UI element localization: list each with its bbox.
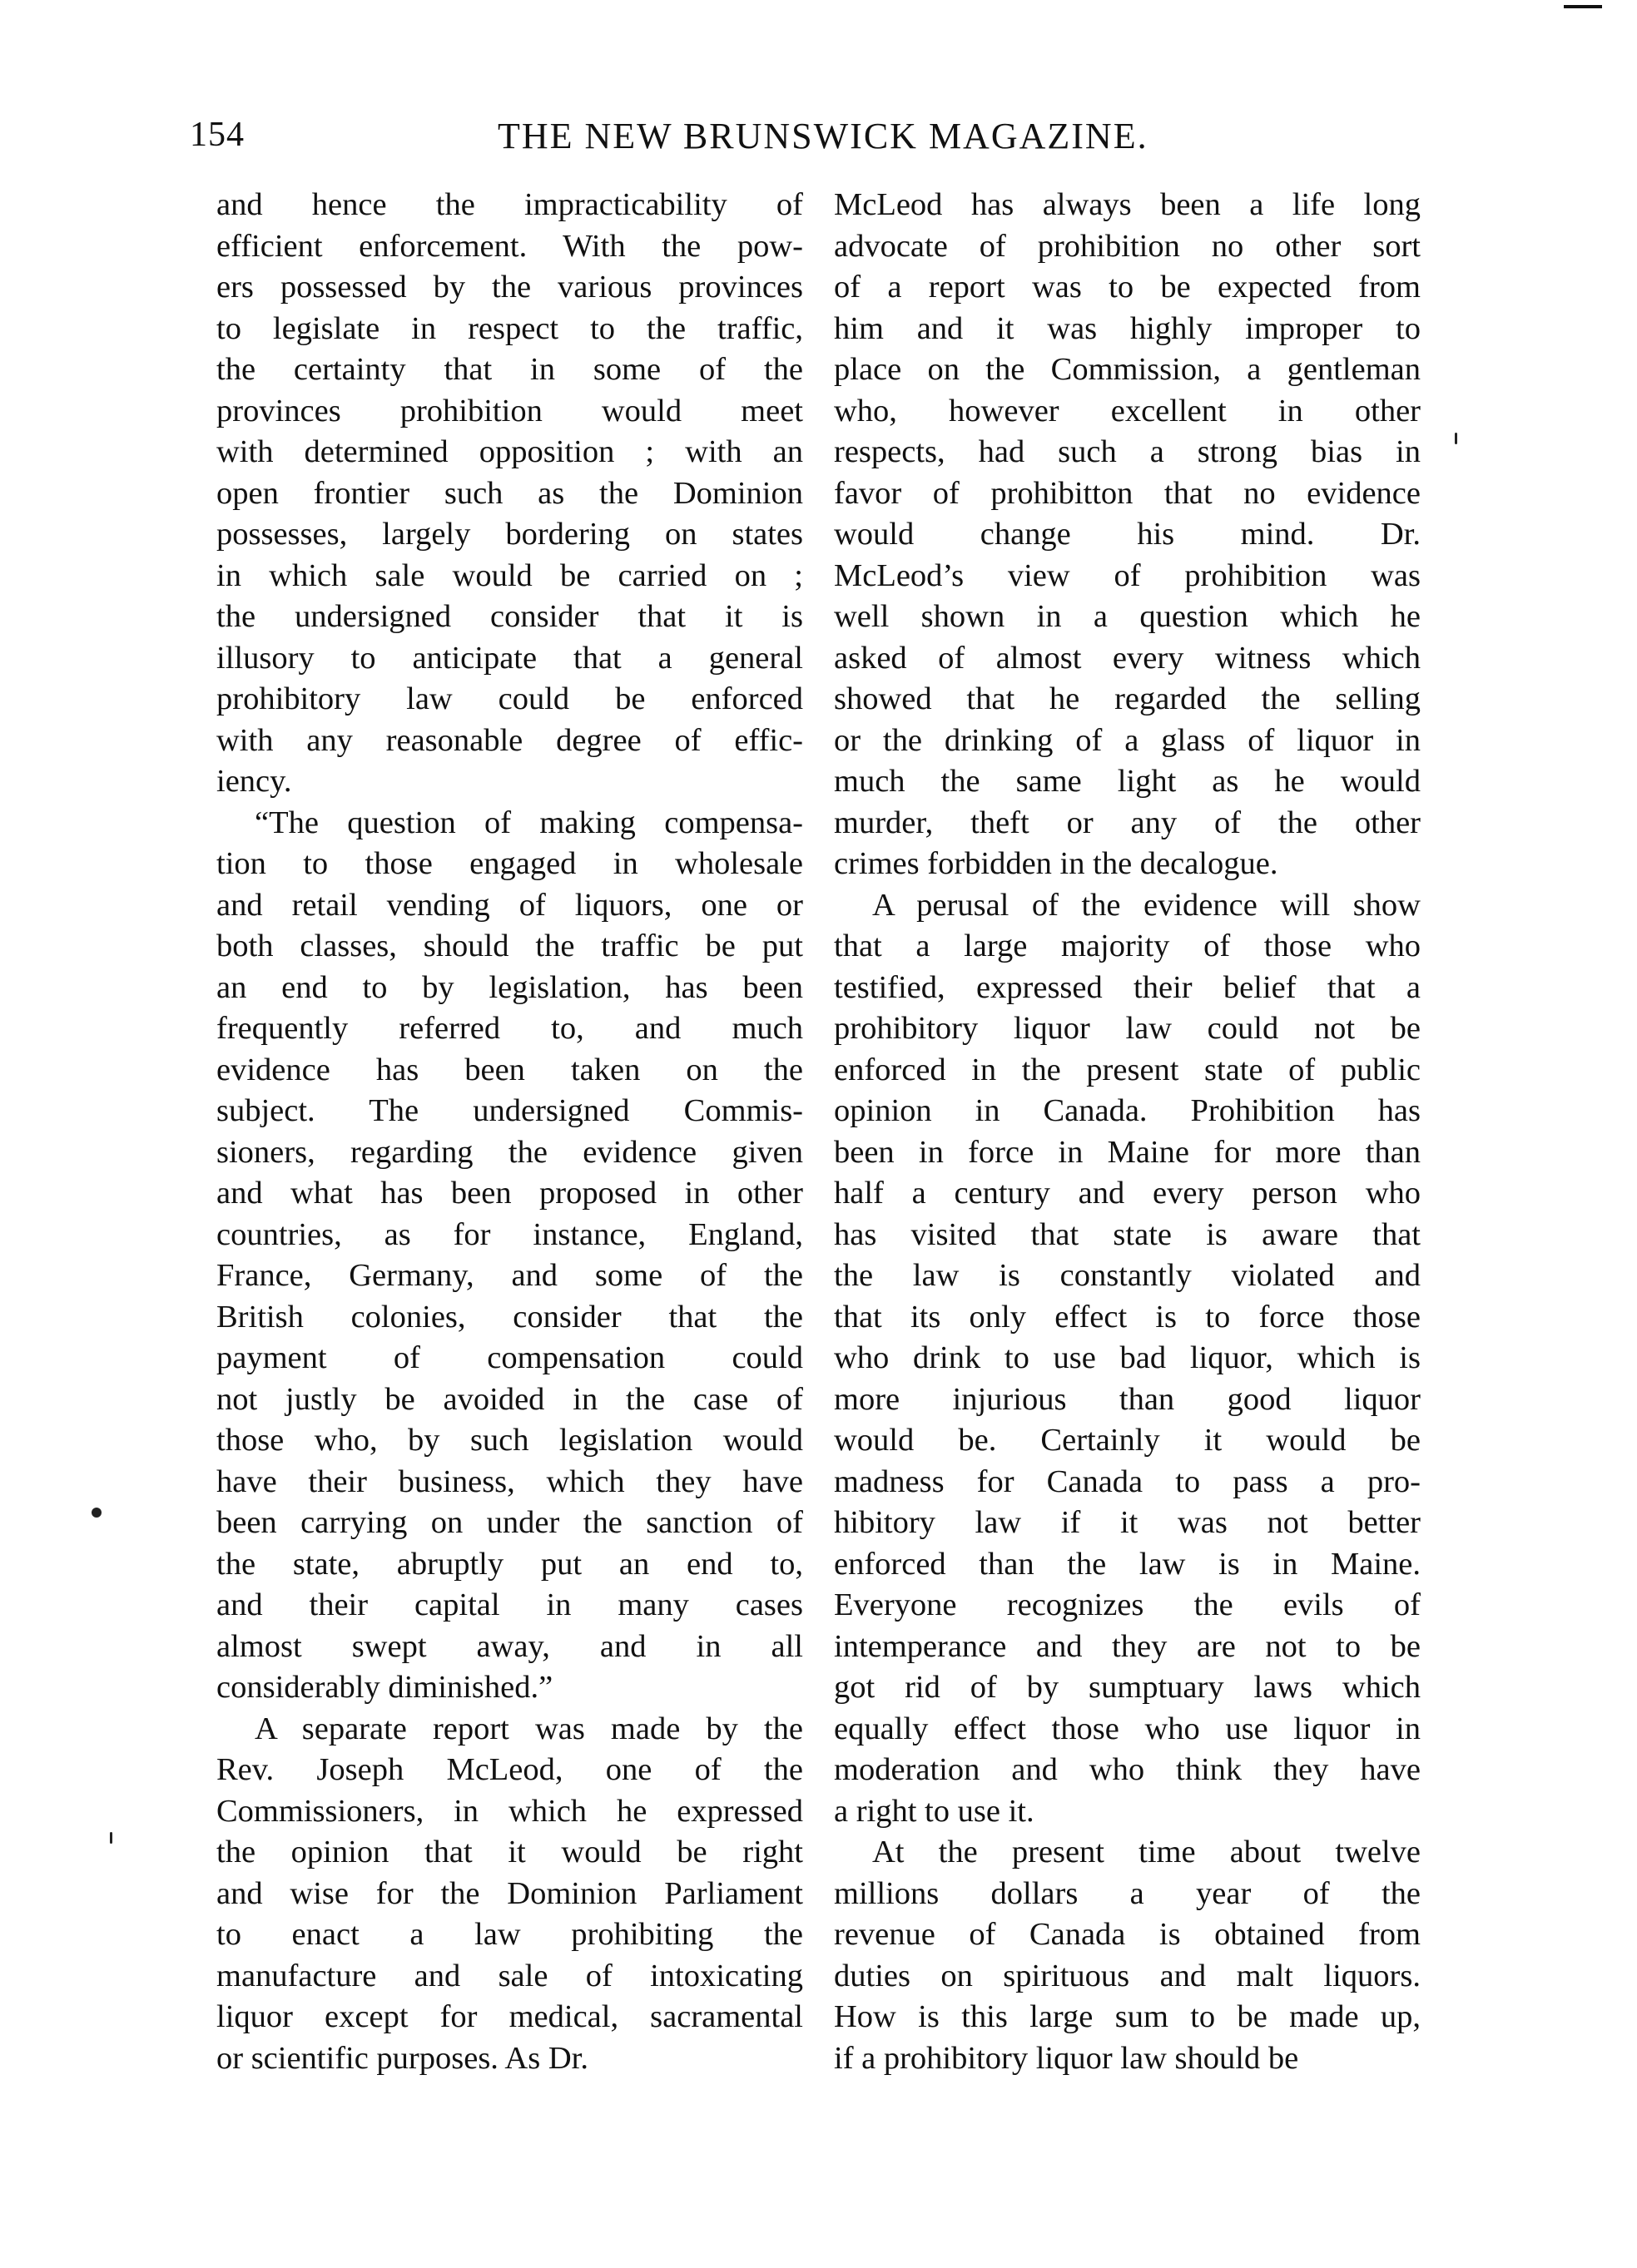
text-line: ers possessed by the various provinces [216, 270, 803, 305]
text-line: iency. [216, 764, 292, 799]
page-number: 154 [190, 116, 245, 154]
scan-mark [1564, 5, 1602, 8]
text-line: and retail vending of liquors, one or [216, 887, 803, 923]
text-line: “The question of making compensa- [255, 805, 803, 840]
text-line: almost swept away, and in all [216, 1628, 803, 1664]
text-line: manufacture and sale of intoxicating [216, 1958, 803, 1993]
text-line: who drink to use bad liquor, which is [834, 1340, 1421, 1375]
text-line: both classes, should the traffic be put [216, 928, 803, 963]
text-line: been in force in Maine for more than [834, 1134, 1421, 1170]
text-line: A separate report was made by the [255, 1711, 803, 1746]
text-line: intemperance and they are not to be [834, 1628, 1421, 1664]
text-line: duties on spirituous and malt liquors. [834, 1958, 1421, 1993]
text-line: possesses, largely bordering on states [216, 517, 803, 552]
text-line: open frontier such as the Dominion [216, 475, 803, 511]
text-line: half a century and every person who [834, 1176, 1421, 1211]
text-line: would change his mind. Dr. [834, 517, 1421, 552]
text-line: At the present time about twelve [872, 1835, 1421, 1869]
text-line: well shown in a question which he [834, 599, 1421, 634]
text-line: equally effect those who use liquor in [834, 1711, 1421, 1746]
text-line: those who, by such legislation would [216, 1423, 803, 1458]
text-line: him and it was highly improper to [834, 310, 1421, 346]
text-line: British colonies, consider that the [216, 1299, 803, 1335]
text-line: opinion in Canada. Prohibition has [834, 1093, 1421, 1128]
ink-speck [1455, 433, 1457, 444]
text-line: the certainty that in some of the [216, 352, 803, 387]
text-line: Everyone recognizes the evils of [834, 1587, 1421, 1622]
text-line: got rid of by sumptuary laws which [834, 1670, 1421, 1705]
text-line: prohibitory liquor law could not be [834, 1011, 1421, 1046]
text-line: showed that he regarded the selling [834, 681, 1421, 716]
text-line: enforced than the law is in Maine. [834, 1546, 1421, 1582]
text-line: subject. The undersigned Commis- [216, 1093, 803, 1128]
text-line: if a prohibitory liquor law should be [834, 2040, 1299, 2076]
text-line: France, Germany, and some of the [216, 1258, 803, 1293]
text-line: advocate of prohibition no other sort [834, 228, 1421, 264]
text-line: favor of prohibitton that no evidence [834, 475, 1421, 511]
text-line: murder, theft or any of the other [834, 805, 1421, 840]
text-line: in which sale would be carried on ; [216, 557, 803, 593]
text-line: considerably diminished.” [216, 1670, 553, 1705]
text-line: madness for Canada to pass a pro- [834, 1463, 1421, 1499]
text-line: the law is constantly violated and [834, 1258, 1421, 1293]
text-line: payment of compensation could [216, 1340, 803, 1375]
text-line: crimes forbidden in the decalogue. [834, 846, 1278, 881]
text-line: much the same light as he would [834, 764, 1421, 799]
text-line: an end to by legislation, has been [216, 969, 803, 1005]
text-line: place on the Commission, a gentleman [834, 352, 1421, 387]
text-line: hibitory law if it was not better [834, 1505, 1421, 1540]
text-line: the opinion that it would be right [216, 1835, 803, 1869]
text-line: a right to use it. [834, 1793, 1034, 1829]
text-line: would be. Certainly it would be [834, 1423, 1421, 1458]
text-line: evidence has been taken on the [216, 1052, 803, 1087]
text-line: testified, expressed their belief that a [834, 969, 1421, 1005]
text-line: enforced in the present state of public [834, 1052, 1421, 1087]
running-title: THE NEW BRUNSWICK MAGAZINE. [498, 116, 1148, 156]
text-line: sioners, regarding the evidence given [216, 1134, 803, 1170]
text-line: and what has been proposed in other [216, 1176, 803, 1211]
text-line: to legislate in respect to the traffic, [216, 310, 803, 346]
text-line: that its only effect is to force those [834, 1299, 1421, 1335]
text-line: has visited that state is aware that [834, 1216, 1421, 1252]
text-line: or the drinking of a glass of liquor in [834, 722, 1421, 758]
text-line: How is this large sum to be made up, [834, 1999, 1421, 2034]
text-line: that a large majority of those who [834, 928, 1421, 963]
left-column [216, 185, 803, 2079]
text-line: provinces prohibition would meet [216, 393, 803, 428]
text-line: not justly be avoided in the case of [216, 1381, 803, 1417]
text-line: asked of almost every witness which [834, 640, 1421, 676]
text-line: and hence the impracticability of [216, 187, 803, 222]
text-line: the undersigned consider that it is [216, 599, 803, 634]
text-line: Rev. Joseph McLeod, one of the [216, 1752, 803, 1787]
text-line: efficient enforcement. With the pow- [216, 228, 803, 264]
text-line: been carrying on under the sanction of [216, 1505, 803, 1540]
text-line: illusory to anticipate that a general [216, 640, 803, 676]
text-line: Commissioners, in which he expressed [216, 1793, 803, 1829]
text-line: McLeod’s view of prohibition was [834, 557, 1421, 593]
text-line: prohibitory law could be enforced [216, 681, 803, 716]
text-line: with any reasonable degree of effic- [216, 722, 803, 758]
text-line: more injurious than good liquor [834, 1381, 1421, 1417]
text-line: the state, abruptly put an end to, [216, 1546, 803, 1582]
ink-speck [92, 1508, 102, 1518]
text-line: frequently referred to, and much [216, 1011, 803, 1046]
text-line: and wise for the Dominion Parliament [216, 1875, 803, 1911]
text-line: or scientific purposes. As Dr. [216, 2040, 588, 2076]
ink-speck [110, 1832, 112, 1844]
text-line: countries, as for instance, England, [216, 1216, 803, 1252]
text-line: tion to those engaged in wholesale [216, 846, 803, 881]
text-line: with determined opposition ; with an [216, 434, 803, 469]
text-line: liquor except for medical, sacramental [216, 1999, 803, 2034]
text-line: and their capital in many cases [216, 1587, 803, 1622]
text-line: to enact a law prohibiting the [216, 1917, 803, 1952]
text-line: McLeod has always been a life long [834, 187, 1421, 222]
text-line: moderation and who think they have [834, 1752, 1421, 1787]
text-line: millions dollars a year of the [834, 1875, 1421, 1911]
text-line: revenue of Canada is obtained from [834, 1917, 1421, 1952]
right-column [834, 185, 1421, 2079]
text-line: have their business, which they have [216, 1463, 803, 1499]
text-line: of a report was to be expected from [834, 270, 1421, 305]
text-line: respects, had such a strong bias in [834, 434, 1421, 469]
text-line: who, however excellent in other [834, 393, 1421, 428]
text-line: A perusal of the evidence will show [872, 887, 1421, 923]
